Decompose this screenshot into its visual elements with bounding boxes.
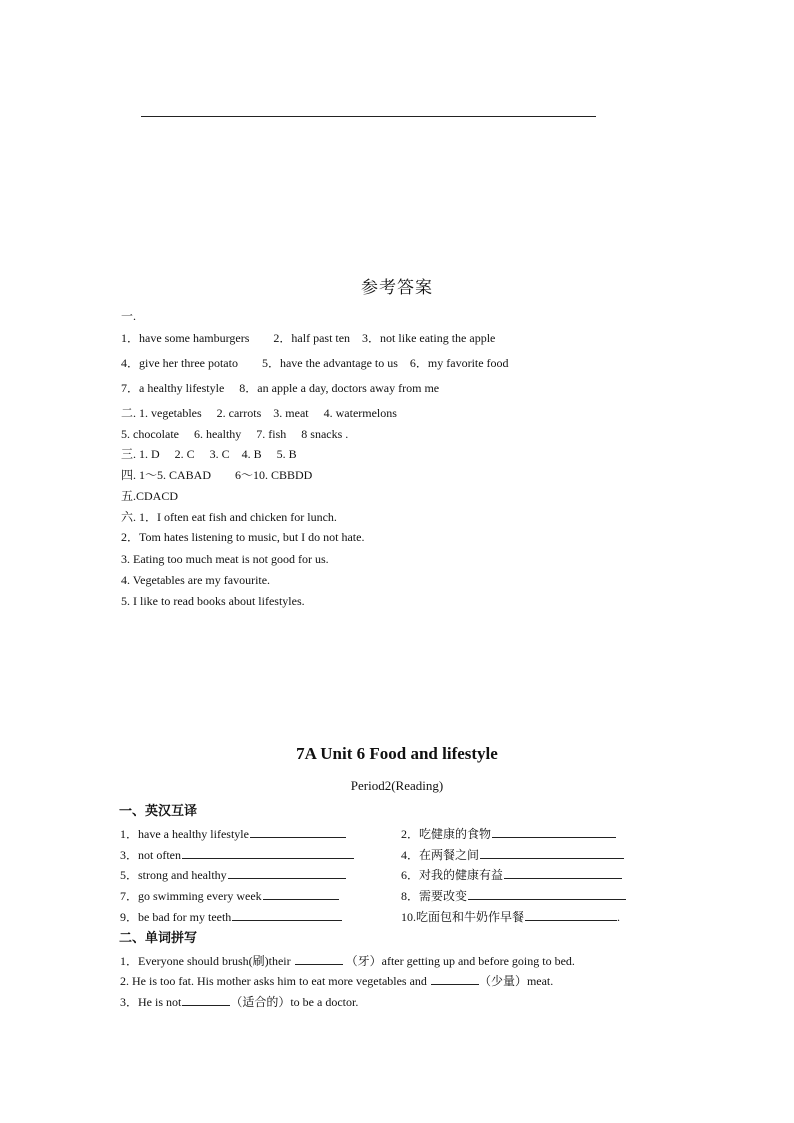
answer-line: 5. chocolate 6. healthy 7. fish 8 snacks .: [121, 427, 349, 441]
translation-item: 10.吃面包和牛奶作早餐 .: [401, 910, 621, 924]
answer-line: 六. 1．I often eat fish and chicken for lunch.: [121, 510, 337, 524]
section2-title: 二、单词拼写: [119, 930, 198, 945]
answer-blank[interactable]: [492, 825, 616, 838]
answer-line: 3. Eating too much meat is not good for us.: [121, 552, 329, 566]
top-divider-line: [141, 116, 596, 117]
answer-line: 五.CDACD: [121, 489, 179, 503]
answer-blank[interactable]: [182, 846, 354, 859]
answer-line: 2．Tom hates listening to music, but I do not hate.: [121, 530, 365, 544]
answer-blank[interactable]: [480, 846, 624, 859]
worksheet-subtitle: Period2(Reading): [350, 778, 444, 793]
answer-line: 三. 1. D 2. C 3. C 4. B 5. B: [121, 447, 297, 461]
answer-blank[interactable]: [468, 887, 626, 900]
worksheet-title: 7A Unit 6 Food and lifestyle: [296, 744, 498, 763]
answer-line: 4. Vegetables are my favourite.: [121, 573, 271, 587]
answer-blank[interactable]: [525, 908, 617, 921]
answer-line: 4．give her three potato 5．have the advantage to us 6．my favorite food: [121, 356, 509, 370]
spelling-item: 3．He is not （适合的）to be a doctor.: [120, 995, 359, 1009]
answer-key-title: 参考答案: [361, 278, 433, 297]
answer-blank[interactable]: [504, 866, 622, 879]
translation-item: 1．have a healthy lifestyle: [120, 825, 346, 842]
spelling-item: 1．Everyone should brush(刷)their （牙）after getting up and before going to bed.: [120, 954, 575, 968]
answer-blank[interactable]: [250, 825, 346, 838]
translation-item: 6．对我的健康有益: [401, 866, 622, 883]
section1-title: 一、英汉互译: [119, 803, 198, 818]
translation-item: 8．需要改变: [401, 887, 626, 904]
spelling-item: 2. He is too fat. His mother asks him to eat more vegetables and （少量）meat.: [120, 974, 554, 988]
answer-blank[interactable]: [182, 993, 230, 1006]
translation-item: 9．be bad for my teeth: [120, 908, 342, 925]
answer-line: 7．a healthy lifestyle 8．an apple a day, doctors away from me: [121, 381, 440, 395]
answer-line: 1．have some hamburgers 2．half past ten 3．not like eating the apple: [121, 331, 496, 345]
trailing-mark: .: [617, 910, 621, 924]
answer-blank[interactable]: [263, 887, 339, 900]
answer-blank[interactable]: [295, 952, 343, 965]
answer-blank[interactable]: [232, 908, 342, 921]
answer-blank[interactable]: [228, 866, 346, 879]
answer-line: 5. I like to read books about lifestyles.: [121, 594, 305, 608]
answer-line: 二. 1. vegetables 2. carrots 3. meat 4. watermelons: [121, 406, 397, 420]
translation-item: 2．吃健康的食物: [401, 825, 616, 842]
translation-item: 7．go swimming every week: [120, 887, 339, 904]
answer-line: 四. 1～5. CABAD 6～10. CBBDD: [121, 468, 313, 482]
translation-item: 4．在两餐之间: [401, 846, 624, 863]
translation-item: 5．strong and healthy: [120, 866, 346, 883]
answer-blank[interactable]: [431, 972, 479, 985]
translation-item: 3．not often: [120, 846, 354, 863]
answer-part1-heading: 一.: [121, 309, 137, 323]
